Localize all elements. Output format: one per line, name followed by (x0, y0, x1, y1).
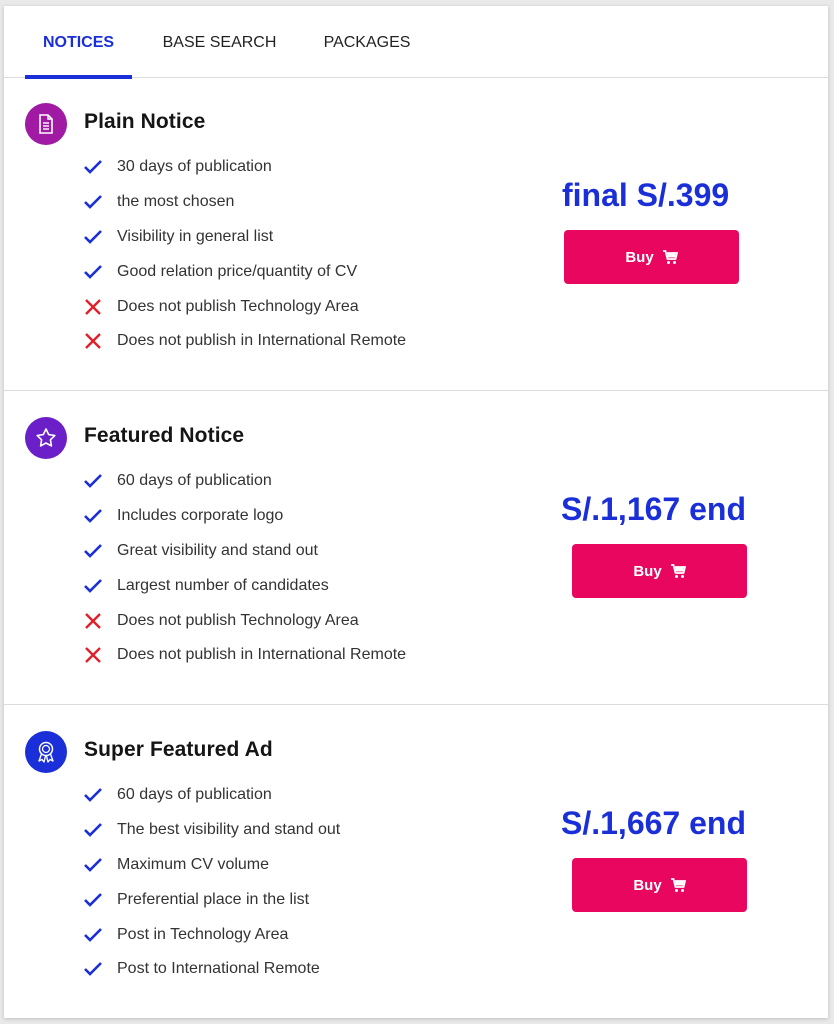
cross-icon (82, 330, 104, 352)
feature-item (82, 464, 406, 499)
feature-list (82, 464, 406, 673)
document-icon (25, 103, 67, 145)
check-icon (82, 505, 104, 527)
feature-text: Does not publish Technology Area (117, 611, 359, 629)
feature-item (82, 289, 406, 324)
check-icon (82, 470, 104, 492)
check-icon (82, 958, 104, 980)
cross-icon (82, 644, 104, 666)
plan-price: S/.1,167 end (561, 491, 746, 527)
tab-notices[interactable]: NOTICES (25, 6, 132, 78)
feature-item (82, 848, 340, 883)
tab-base-search[interactable]: BASE SEARCH (162, 34, 277, 51)
feature-text: Does not publish in International Remote (117, 646, 407, 664)
cross-icon (82, 610, 104, 632)
feature-text: Does not publish in International Remote (117, 332, 407, 350)
feature-text: Great visibility and stand out (117, 541, 318, 559)
plan-title: Super Featured Ad (84, 738, 273, 761)
star-icon (25, 417, 67, 459)
feature-text: 60 days of publication (117, 472, 272, 490)
check-icon (82, 819, 104, 841)
check-icon (82, 575, 104, 597)
check-icon (82, 540, 104, 562)
feature-item (82, 324, 406, 359)
plan-title: Featured Notice (84, 424, 245, 447)
plan-title: Plain Notice (84, 110, 206, 133)
check-icon (82, 854, 104, 876)
feature-item (82, 185, 406, 220)
feature-item (82, 150, 406, 185)
feature-item (82, 254, 406, 289)
feature-text: Does not publish Technology Area (117, 297, 359, 315)
feature-item (82, 220, 406, 255)
tab-bar (4, 6, 828, 78)
plan-price: final S/.399 (562, 177, 730, 213)
buy-button[interactable] (572, 544, 747, 598)
feature-text: the most chosen (117, 193, 235, 211)
feature-text: Visibility in general list (117, 227, 274, 245)
check-icon (82, 226, 104, 248)
feature-item (82, 534, 406, 569)
buy-button-label: Buy (625, 248, 654, 266)
feature-list (82, 150, 406, 359)
cart-icon (670, 564, 686, 579)
cart-icon (670, 878, 686, 893)
check-icon (82, 191, 104, 213)
feature-item (82, 882, 340, 917)
buy-button-label: Buy (633, 562, 662, 580)
cross-icon (82, 296, 104, 318)
feature-text: Largest number of candidates (117, 576, 329, 594)
feature-item (82, 568, 406, 603)
cart-icon (662, 250, 678, 265)
feature-text: Post in Technology Area (117, 925, 289, 943)
check-icon (82, 889, 104, 911)
award-icon (25, 731, 67, 773)
check-icon (82, 261, 104, 283)
feature-text: 60 days of publication (117, 786, 272, 804)
plan-featured-notice (4, 392, 828, 705)
feature-text: Preferential place in the list (117, 890, 310, 908)
buy-button[interactable] (572, 858, 747, 912)
feature-text: 30 days of publication (117, 158, 272, 176)
plan-plain-notice (4, 78, 828, 391)
check-icon (82, 156, 104, 178)
plan-super-featured-ad (4, 706, 828, 1018)
feature-item (82, 638, 406, 673)
check-icon (82, 924, 104, 946)
feature-text: The best visibility and stand out (117, 821, 341, 839)
feature-text: Includes corporate logo (117, 507, 284, 525)
feature-item (82, 603, 406, 638)
buy-button-label: Buy (633, 876, 662, 894)
feature-text: Maximum CV volume (117, 855, 270, 873)
feature-text: Good relation price/quantity of CV (117, 262, 358, 280)
feature-item (82, 813, 340, 848)
feature-list (82, 778, 340, 987)
feature-text: Post to International Remote (117, 960, 320, 978)
feature-item (82, 499, 406, 534)
tab-packages[interactable]: PACKAGES (323, 34, 411, 51)
feature-item (82, 952, 340, 987)
check-icon (82, 784, 104, 806)
feature-item (82, 778, 340, 813)
buy-button[interactable] (564, 230, 739, 284)
feature-item (82, 917, 340, 952)
plan-price: S/.1,667 end (561, 805, 746, 841)
pricing-card (4, 6, 828, 1018)
